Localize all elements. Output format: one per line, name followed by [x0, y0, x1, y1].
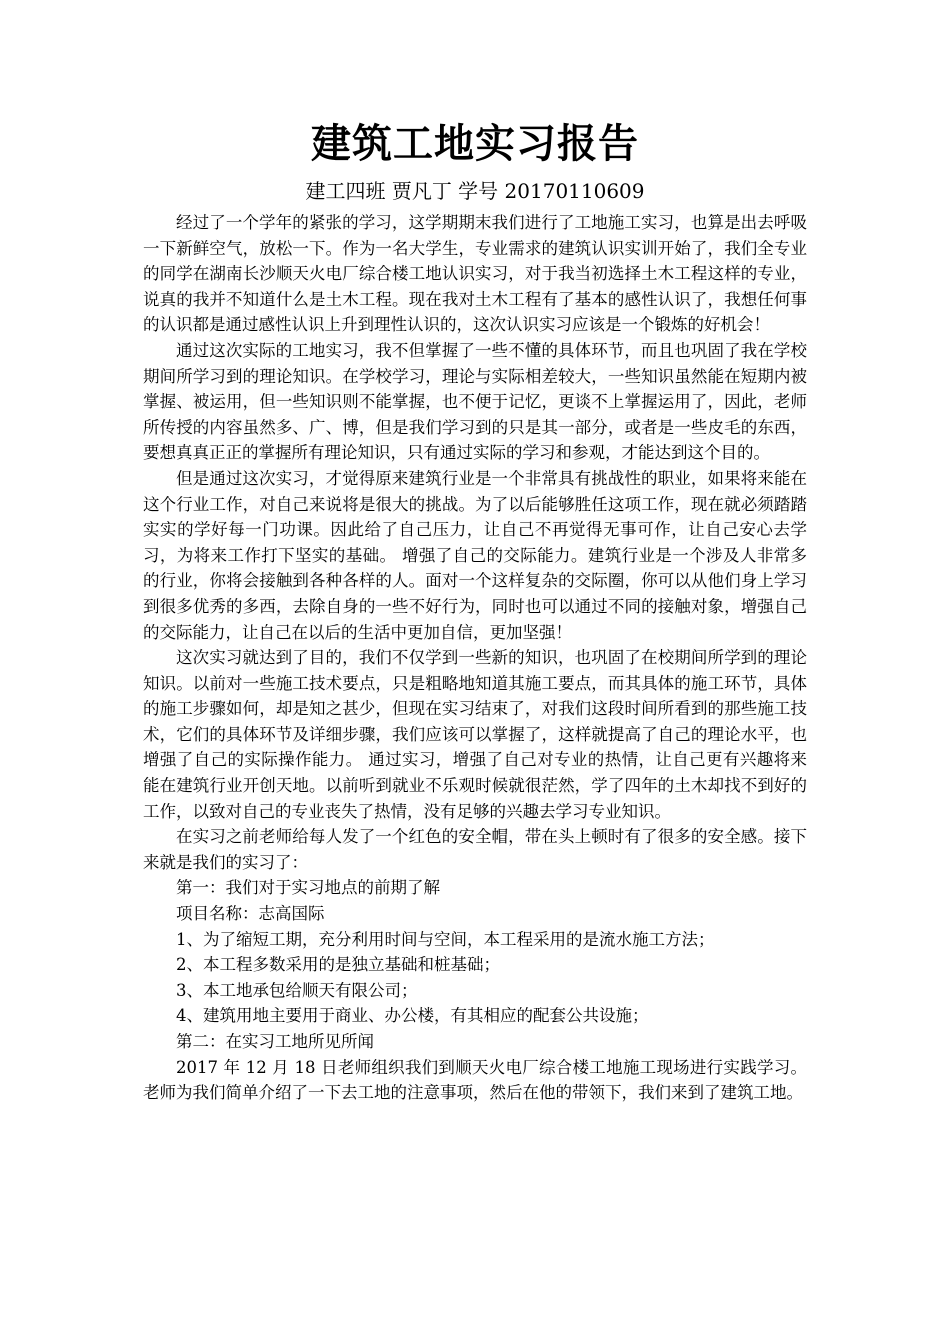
document-page — [143, 118, 807, 1106]
paragraph: 2017 年 12 月 18 日老师组织我们到顺天火电厂综合楼工地施工现场进行实践学习。老师为我们简单介绍了一下去工地的注意事项，然后在他的带领下，我们来到了建筑工地。 — [143, 1057, 807, 1103]
paragraph: 经过了一个学年的紧张的学习，这学期期末我们进行了工地施工实习，也算是出去呼吸一下新鲜空气，放松一下。作为一名大学生，专业需求的建筑认识实训开始了，我们全专业的同学在湖南长沙顺天火电厂综合楼工地认识实习，对于我当初选择土木工程这样的专业，说真的我并不知道什么是土木工程。现在我对土木工程有了基本的感性认识了，我想任何事的认识都是通过感性认识上升到理性认识的，这次认识实习应该是一个锻炼的好机会！ — [143, 213, 807, 335]
list-item: 1、为了缩短工期，充分利用时间与空间，本工程采用的是流水施工方法； — [176, 929, 715, 949]
author-line: 建工四班 贾凡丁 学号 20170110609 — [305, 179, 645, 203]
paragraph: 通过这次实际的工地实习，我不但掌握了一些不懂的具体环节，而且也巩固了我在学校期间所学习到的理论知识。在学校学习，理论与实际相差较大，一些知识虽然能在短期内被掌握、被运用，但一些知识则不能掌握，也不便于记忆，更谈不上掌握运用了，因此，老师所传授的内容虽然多、广、博，但是我们学习到的只是其一部分，或者是一些皮毛的东西，要想真真正正的掌握所有理论知识，只有通过实际的学习和参观，才能达到这个目的。 — [143, 340, 807, 463]
section-heading: 第一：我们对于实习地点的前期了解 — [176, 878, 440, 898]
paragraph: 但是通过这次实习，才觉得原来建筑行业是一个非常具有挑战性的职业，如果将来能在这个行业工作，对自己来说将是很大的挑战。为了以后能够胜任这项工作，现在就必须踏踏实实的学好每一门功课。因此给了自己压力，让自己不再觉得无事可作，让自己安心去学习，为将来工作打下坚实的基础。 增强了自己的交际能力。建筑行业是一个涉及人非常多的行业，你将会接触到各种各样的人。面对一个这样复杂的交际圈，你可以从他们身上学习到很多优秀的多西，去除自身的一些不好行为，同时也可以通过不同的接触对象，增强自己的交际能力，让自己在以后的生活中更加自信，更加坚强！ — [143, 468, 807, 642]
section-heading: 第二：在实习工地所见所闻 — [176, 1032, 374, 1051]
list-item: 4、建筑用地主要用于商业、办公楼，有其相应的配套公共设施； — [176, 1006, 649, 1026]
list-item: 3、本工地承包给顺天有限公司； — [176, 980, 418, 1000]
list-item: 2、本工程多数采用的是独立基础和桩基础； — [176, 955, 500, 975]
project-name-line: 项目名称：志高国际 — [176, 904, 325, 924]
paragraph: 在实习之前老师给每人发了一个红色的安全帽，带在头上顿时有了很多的安全感。接下来就是我们的实习了： — [143, 827, 807, 872]
document-title: 建筑工地实习报告 — [311, 120, 639, 167]
paragraph: 这次实习就达到了目的，我们不仅学到一些新的知识，也巩固了在校期间所学到的理论知识。以前对一些施工技术要点，只是粗略地知道其施工要点，而其具体的施工环节，具体的施工步骤如何，却是知之甚少，但现在实习结束了，对我们这段时间所看到的那些施工技术，它们的具体环节及详细步骤，我们应该可以掌握了，这样就提高了自己的理论水平，也增强了自己的实际操作能力。 通过实习，增强了自己对专业的热情，让自己更有兴趣将来能在建筑行业开创天地。以前听到就业不乐观时候就很茫然，学了四年的土木却找不到好的工作，以致对自己的专业丧失了热情，没有足够的兴趣去学习专业知识。 — [143, 648, 807, 821]
document-body — [143, 210, 807, 1106]
